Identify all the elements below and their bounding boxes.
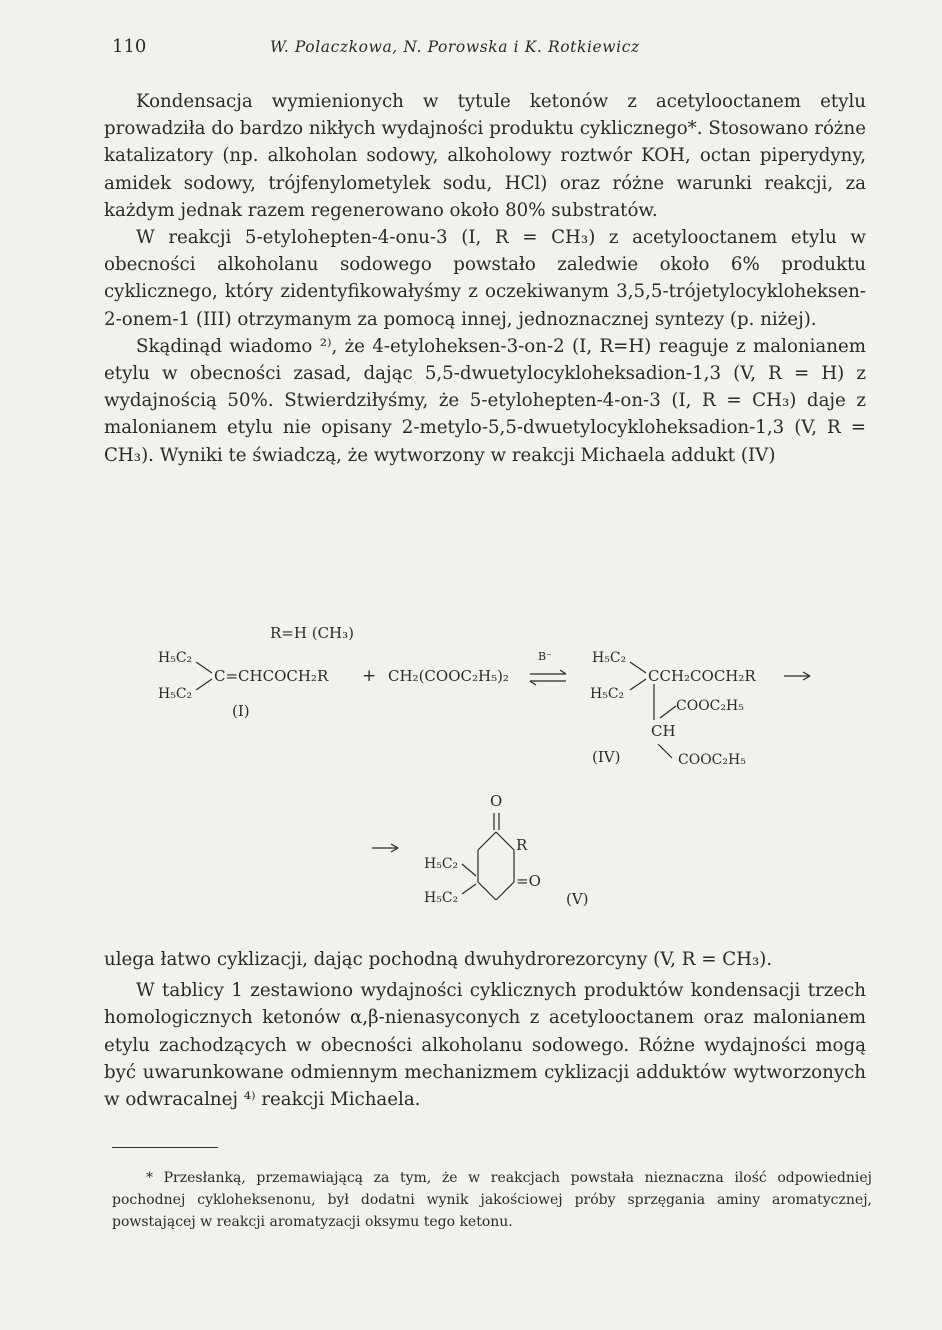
bond-line (660, 706, 676, 718)
equilibrium-arrow-icon (530, 670, 566, 685)
ring-oxygen: O (490, 792, 503, 810)
ethyl-group: H₅C₂ (590, 686, 625, 702)
reaction-arrow-icon (784, 672, 810, 680)
compound-I-chain: C=CHCOCH₂R (214, 667, 329, 685)
catalyst-label: B⁻ (538, 650, 552, 663)
ethyl-group: H₅C₂ (158, 686, 193, 702)
body-text (104, 88, 866, 469)
ring-substituent-R: R (516, 836, 528, 854)
bond-line (196, 679, 212, 690)
paragraph: Skądinąd wiadomo ²⁾, że 4-etyloheksen-3-on-2 (I, R=H) reaguje z malonianem etylu w obecności zasad, dając 5,5-dwuetylocykloheksadion-1,3 (V, R = H) z wydajnością 50%. Stwierdziłyśmy, że 5-etylohepten-4-on-3 (I, R = CH₃) daje z malonianem etylu nie opisany 2-metylo-5,5-dwuetylocykloheksadion-1,3 (V, R = CH₃). Wyniki te świadczą, że wytworzony w reakcji Michaela addukt (IV) (104, 335, 866, 466)
reaction-scheme-drawing (0, 610, 942, 930)
compound-label-V: (V) (566, 890, 589, 908)
bond-line (462, 884, 476, 894)
ethyl-group: H₅C₂ (424, 890, 459, 906)
bond-line (630, 679, 646, 690)
footnote-text: * Przesłanką, przemawiającą za tym, że w reakcjach powstała nieznaczna ilość odpowiedniej pochodnej cykloheksenonu, był dodatni wynik jakościowej próby sprzęgania aminy aromatycznej, powstającej w reakcji aromatyzacji oksymu tego ketonu. (112, 1170, 872, 1230)
ester-group: COOC₂H₅ (678, 752, 746, 768)
ethyl-group: H₅C₂ (592, 650, 627, 666)
paragraph: W reakcji 5-etylohepten-4-onu-3 (I, R = CH₃) z acetylooctanem etylu w obecności alkoholanu sodowego powstało zaledwie około 6% produktu cyklicznego, który zidentyfikowałyśmy z oczekiwanym 3,5,5-trójetylocykloheksen-2-onem-1 (III) otrzymanym za pomocą innej, jednoznacznej syntezy (p. niżej). (104, 227, 866, 330)
r-definition-label: R=H (CH₃) (270, 624, 354, 642)
paragraph: Kondensacja wymienionych w tytule ketonów z acetylooctanem etylu prowadziła do bardzo nikłych wydajności produktu cyklicznego*. Stosowano różne katalizatory (np. alkoholan sodowy, alkoholowy roztwór KOH, octan piperydyny, amidek sodowy, trójfenylometylek sodu, HCl) oraz różne warunki reakcji, za każdym jednak razem regenerowano około 80% substratów. (104, 91, 866, 221)
plus-sign: + (362, 666, 377, 686)
bond-line (196, 662, 212, 673)
reaction-arrow-icon (372, 844, 398, 852)
ethyl-group: H₅C₂ (424, 856, 459, 872)
malonate-formula: CH₂(COOC₂H₅)₂ (388, 667, 509, 685)
paragraph: W tablicy 1 zestawiono wydajności cyklicznych produktów kondensacji trzech homologicznych ketonów α,β-nienasyconych z acetylooctanem oraz malonianem etylu zachodzących w obecności alkoholanu sodowego. Różne wydajności mogą być uwarunkowane odmiennym mechanizmem cyklizacji adduktów wytworzonych w odwracalnej ⁴⁾ reakcji Michaela. (104, 980, 866, 1111)
reaction-scheme (0, 610, 942, 930)
cyclohexane-ring-icon (478, 832, 514, 900)
footnote-divider (112, 1147, 218, 1148)
adduct-chain: CCH₂COCH₂R (648, 667, 756, 685)
page-header (112, 36, 872, 58)
compound-label-I: (I) (232, 702, 250, 720)
running-head: W. Polaczkowa, N. Porowska i K. Rotkiewicz (270, 38, 640, 56)
ethyl-group: H₅C₂ (158, 650, 193, 666)
body-text-continued (104, 946, 866, 1113)
ester-group: COOC₂H₅ (676, 698, 744, 714)
ch-group: CH (651, 722, 676, 740)
page-number: 110 (112, 36, 147, 57)
bond-line (462, 864, 476, 876)
bond-line (658, 744, 672, 758)
paragraph: ulega łatwo cyklizacji, dając pochodną dwuhydrorezorcyny (V, R = CH₃). (104, 949, 773, 970)
ring-oxo-group: =O (516, 872, 541, 890)
footnote (112, 1167, 872, 1233)
bond-line (630, 662, 646, 673)
compound-label-IV: (IV) (592, 748, 621, 766)
